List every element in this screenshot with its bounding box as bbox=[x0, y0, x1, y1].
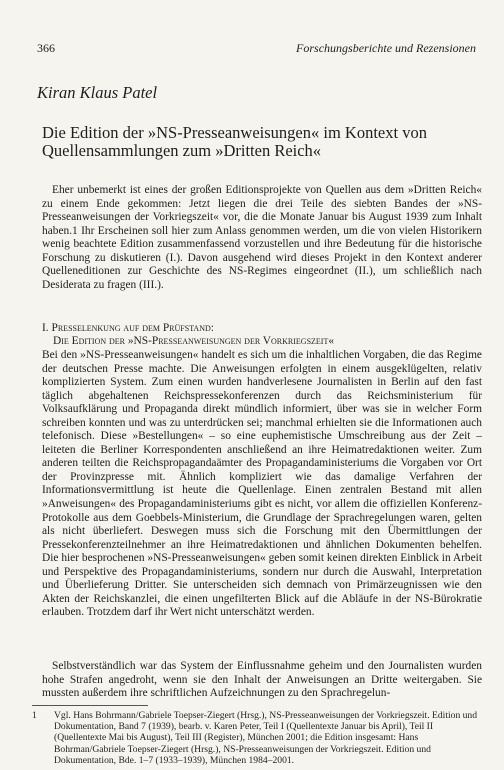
section-heading-line-1 bbox=[42, 322, 482, 335]
article-title: Die Edition der »NS-Presseanweisungen« im Kontext von Quellensammlungen zum »Dritten Reich« bbox=[42, 123, 427, 160]
abstract-paragraph: Eher unbemerkt ist eines der großen Editionsprojekte von Quellen aus dem »Dritten Reich« zu einem Ende gekommen: Jetzt liegen die drei Teile des siebten Bandes der »NS-Presseanweisungen der Vorkriegszeit« vor, die die Monate Januar bis August 1939 zum Inhalt haben.1 Ihr Erscheinen soll hier zum Anlass genommen werden, um die von vielen Historikern wenig beachtete Edition zusammenfassend vorzustellen und ihre Bedeutung für die historische Forschung zu diskutieren (I.). Davon ausgehend wird dieses Projekt in den Kontext anderer Quelleneditionen zur Geschichte des NS-Regimes eingeordnet (II.), um schließlich nach Desiderata zu fragen (III.). bbox=[42, 184, 482, 291]
footnote-mark: 1 bbox=[32, 710, 37, 721]
body-paragraph-1: Bei den »NS-Presseanweisungen« handelt es sich um die inhaltlichen Vorgaben, die das Regime der deutschen Presse machte. Die Anweisungen erfolgten in einem ausgeklügelten, relativ komplizierten System. Zum einen wurden handverlesene Journalisten in Berlin auf den fast täglich abgehaltenen Reichspressekonferenzen durch das Reichsministerium für Volksaufklärung und Propaganda direkt mündlich informiert, über was sie in welcher Form schreiben konnten und was zu unterdrücken sei; manchmal erhielten sie die Informationen auch telefonisch. Diese »Bestellungen« – so eine euphemistische Umschreibung aus der Zeit – leiteten die Berliner Korrespondenten anschließend an ihre Heimatredaktionen weiter. Zum anderen teilten die Reichspropagandaämter des Propagandaministeriums die Vorgaben vor Ort der Provinzpresse mit. Ähnlich kompliziert wie das damalige Verfahren der Informationsvermittlung ist heute die Quellenlage. Einen zentralen Bestand mit allen »Anweisungen« des Propagandaministeriums gibt es nicht, vor allem die offiziellen Konferenz-Protokolle aus dem Goebbels-Ministerium, die Grundlage der Sprachregelungen waren, gelten als nicht überliefert. Deswegen muss sich die Forschung mit den Übermittlungen der Pressekonferenzteilnehmer an ihre Heimatredaktionen und ähnlichen Dokumenten behelfen. Die hier besprochenen »NS-Presseanweisungen« geben somit keinen direkten Einblick in Arbeit und Perspektive des Propagandaministeriums, sondern nur durch die Auswahl, Interpretation und Überlieferung Dritter. Sie unterscheiden sich demnach von Primärzeugnissen wie den Akten der Reichskanzlei, die einen ungefilterten Blick auf die Abläufe in der NS-Bürokratie erlauben. Trotzdem darf ihr Wert nicht unterschätzt werden. bbox=[42, 349, 482, 619]
body-paragraph-2: Selbstverständlich war das System der Einflussnahme geheim und den Journalisten wurden hohe Strafen angedroht, wenn sie den Inhalt der Anweisungen an Dritte weitergaben. Sie mussten außerdem ihre schriftlichen Aufzeichnungen zu den Sprachregelun- bbox=[42, 660, 482, 700]
footnote-text: Vgl. Hans Bohrmann/Gabriele Toepser-Ziegert (Hrsg.), NS-Presseanweisungen der Vorkriegszeit. Edition und Dokumentation, Band 7 (1939), bearb. v. Karen Peter, Teil I (Quellentexte Januar bis April), Teil II (Quellentexte Mai bis August), Teil III (Register), München 2001; die Edition insgesamt: Hans Bohrman/Gabriele Toepser-Ziegert (Hrsg.), NS-Presseanweisungen der Vorkriegszeit. Edition und Dokumentation, Bde. 1–7 (1933–1939), München 1984–2001. bbox=[54, 710, 478, 766]
section-title-line-2: Die Edition der »NS-Presseanweisungen der Vorkriegszeit« bbox=[53, 335, 335, 348]
page-number: 366 bbox=[37, 41, 55, 55]
section-title-line-1: Presselenkung auf dem Prüfstand: bbox=[51, 322, 214, 334]
footnote-divider bbox=[32, 705, 148, 706]
section-heading bbox=[42, 322, 482, 349]
running-header bbox=[37, 41, 476, 57]
author-name: Kiran Klaus Patel bbox=[37, 83, 158, 102]
section-number: I. bbox=[42, 322, 49, 334]
running-title: Forschungsberichte und Rezensionen bbox=[296, 41, 476, 55]
